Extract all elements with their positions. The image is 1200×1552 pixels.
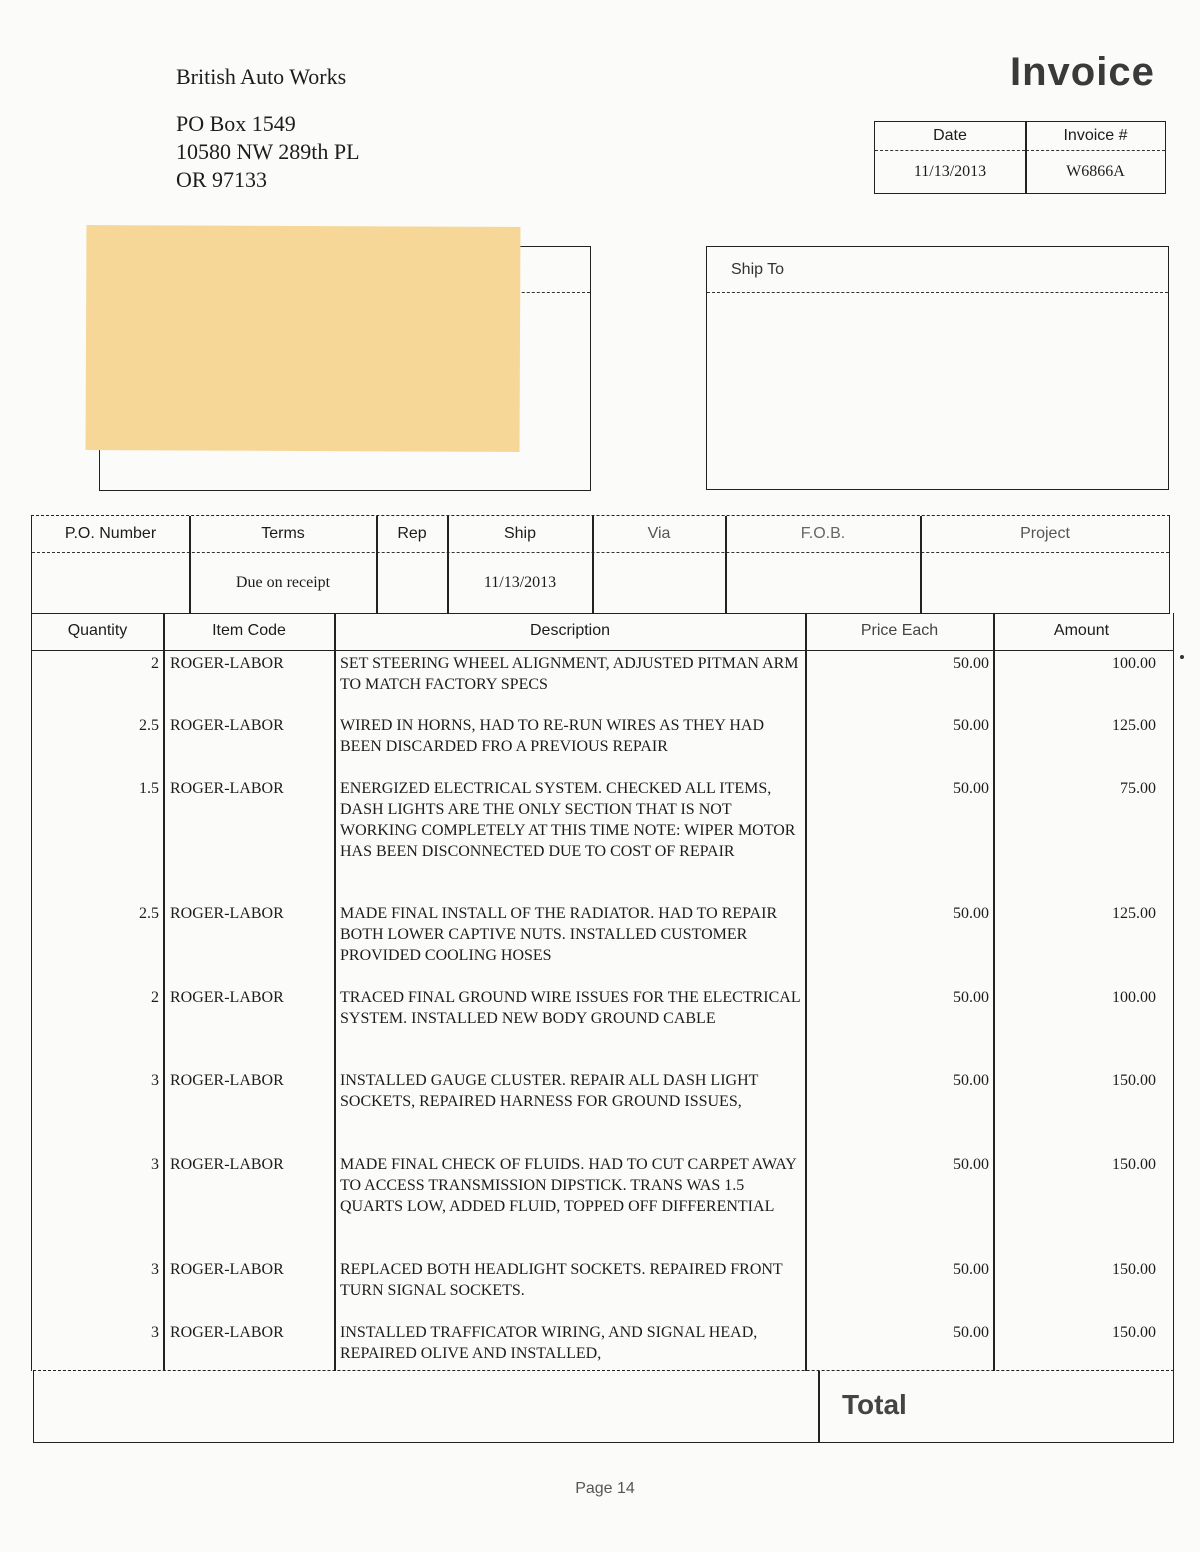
column-divider <box>189 516 191 613</box>
column-divider <box>1025 122 1027 193</box>
item-code: ROGER-LABOR <box>170 1072 284 1089</box>
item-amount: 150.00 <box>1112 1072 1156 1089</box>
item-quantity: 3 <box>151 1261 159 1278</box>
item-amount: 75.00 <box>1120 780 1156 797</box>
description-header: Description <box>529 622 611 639</box>
column-divider <box>447 516 449 613</box>
item-amount: 125.00 <box>1112 717 1156 734</box>
price-each-header: Price Each <box>860 622 939 639</box>
item-code: ROGER-LABOR <box>170 989 284 1006</box>
item-code: ROGER-LABOR <box>170 717 284 734</box>
item-code: ROGER-LABOR <box>170 780 284 797</box>
scan-speck <box>1180 655 1184 659</box>
quantity-header: Quantity <box>67 622 128 639</box>
item-amount: 150.00 <box>1112 1324 1156 1341</box>
company-address-line: PO Box 1549 <box>176 111 296 136</box>
item-description: ENERGIZED ELECTRICAL SYSTEM. CHECKED ALL ITEMS, DASH LIGHTS ARE THE ONLY SECTION THAT IS NOT WORKING COMPLETELY AT THIS TIME NOTE: WIPER MOTOR HAS BEEN DISCONNECTED DUE TO COST OF REPAIR <box>340 780 796 860</box>
column-divider <box>376 516 378 613</box>
po-number-value <box>32 553 189 613</box>
item-price: 50.00 <box>953 989 989 1006</box>
total-label: Total <box>842 1389 907 1420</box>
rep-header: Rep <box>397 525 427 542</box>
ship-header: Ship <box>503 525 537 542</box>
column-divider <box>993 613 995 1371</box>
invoice-number-label: Invoice # <box>1026 122 1165 151</box>
item-quantity: 1.5 <box>139 780 159 797</box>
item-quantity: 3 <box>151 1072 159 1089</box>
total-box <box>33 1370 1174 1443</box>
column-divider <box>818 1371 820 1442</box>
company-address-line: 10580 NW 289th PL <box>176 139 360 164</box>
ship-to-label: Ship To <box>731 261 785 278</box>
item-code: ROGER-LABOR <box>170 1261 284 1278</box>
invoice-meta-box <box>874 121 1166 194</box>
item-price: 50.00 <box>953 1072 989 1089</box>
item-code: ROGER-LABOR <box>170 905 284 922</box>
amount-header: Amount <box>1053 622 1110 639</box>
order-info-table <box>31 515 1170 614</box>
column-divider <box>592 516 594 613</box>
via-value <box>593 553 725 613</box>
column-divider <box>725 516 727 613</box>
company-address-line: OR 97133 <box>176 167 268 192</box>
rep-value <box>377 553 447 613</box>
item-description: MADE FINAL INSTALL OF THE RADIATOR. HAD TO REPAIR BOTH LOWER CAPTIVE NUTS. INSTALLED CUSTOMER PROVIDED COOLING HOSES <box>340 905 778 964</box>
divider <box>707 292 1168 293</box>
ship-date-value: 11/13/2013 <box>483 574 557 591</box>
item-price: 50.00 <box>953 1261 989 1278</box>
fob-header: F.O.B. <box>800 525 846 542</box>
item-quantity: 3 <box>151 1156 159 1173</box>
item-quantity: 2 <box>151 989 159 1006</box>
redaction-sticker <box>86 225 521 452</box>
via-header: Via <box>647 525 671 542</box>
item-price: 50.00 <box>953 905 989 922</box>
item-quantity: 2.5 <box>139 905 159 922</box>
item-description: TRACED FINAL GROUND WIRE ISSUES FOR THE ELECTRICAL SYSTEM. INSTALLED NEW BODY GROUND CABLE <box>340 989 801 1027</box>
item-description: SET STEERING WHEEL ALIGNMENT, ADJUSTED PITMAN ARM TO MATCH FACTORY SPECS <box>340 655 799 693</box>
item-price: 50.00 <box>953 1324 989 1341</box>
invoice-date: 11/13/2013 <box>913 163 987 180</box>
item-code: ROGER-LABOR <box>170 1324 284 1341</box>
ship-to-box <box>706 246 1169 490</box>
item-amount: 150.00 <box>1112 1261 1156 1278</box>
item-quantity: 2.5 <box>139 717 159 734</box>
item-price: 50.00 <box>953 655 989 672</box>
company-name: British Auto Works <box>176 64 347 89</box>
column-divider <box>805 613 807 1371</box>
document-title: Invoice <box>1010 50 1155 94</box>
item-description: INSTALLED GAUGE CLUSTER. REPAIR ALL DASH LIGHT SOCKETS, REPAIRED HARNESS FOR GROUND ISSUES, <box>340 1072 759 1110</box>
header-divider <box>32 650 1173 651</box>
item-amount: 100.00 <box>1112 989 1156 1006</box>
fob-value <box>726 553 920 613</box>
item-amount: 125.00 <box>1112 905 1156 922</box>
item-description: INSTALLED TRAFFICATOR WIRING, AND SIGNAL HEAD, REPAIRED OLIVE AND INSTALLED, <box>340 1324 758 1362</box>
invoice-number: W6866A <box>1066 163 1125 180</box>
page-number: Page 14 <box>575 1480 635 1497</box>
line-items-table <box>31 613 1174 1371</box>
column-divider <box>920 516 922 613</box>
po-number-header: P.O. Number <box>64 525 157 542</box>
item-description: WIRED IN HORNS, HAD TO RE-RUN WIRES AS THEY HAD BEEN DISCARDED FRO A PREVIOUS REPAIR <box>340 717 765 755</box>
terms-value: Due on receipt <box>235 574 331 591</box>
item-amount: 150.00 <box>1112 1156 1156 1173</box>
column-divider <box>334 613 336 1371</box>
project-value <box>921 553 1169 613</box>
item-description: MADE FINAL CHECK OF FLUIDS. HAD TO CUT CARPET AWAY TO ACCESS TRANSMISSION DIPSTICK. TRANS WAS 1.5 QUARTS LOW, ADDED FLUID, TOPPED OFF DIFFERENTIAL <box>340 1156 797 1215</box>
item-price: 50.00 <box>953 1156 989 1173</box>
terms-header: Terms <box>261 525 305 542</box>
item-price: 50.00 <box>953 780 989 797</box>
item-quantity: 3 <box>151 1324 159 1341</box>
item-description: REPLACED BOTH HEADLIGHT SOCKETS. REPAIRED FRONT TURN SIGNAL SOCKETS. <box>340 1261 783 1299</box>
item-quantity: 2 <box>151 655 159 672</box>
item-code: ROGER-LABOR <box>170 1156 284 1173</box>
column-divider <box>163 613 165 1371</box>
item-price: 50.00 <box>953 717 989 734</box>
item-code-header: Item Code <box>212 622 286 639</box>
item-code: ROGER-LABOR <box>170 655 284 672</box>
item-amount: 100.00 <box>1112 655 1156 672</box>
date-label: Date <box>875 122 1025 151</box>
project-header: Project <box>1020 525 1070 542</box>
